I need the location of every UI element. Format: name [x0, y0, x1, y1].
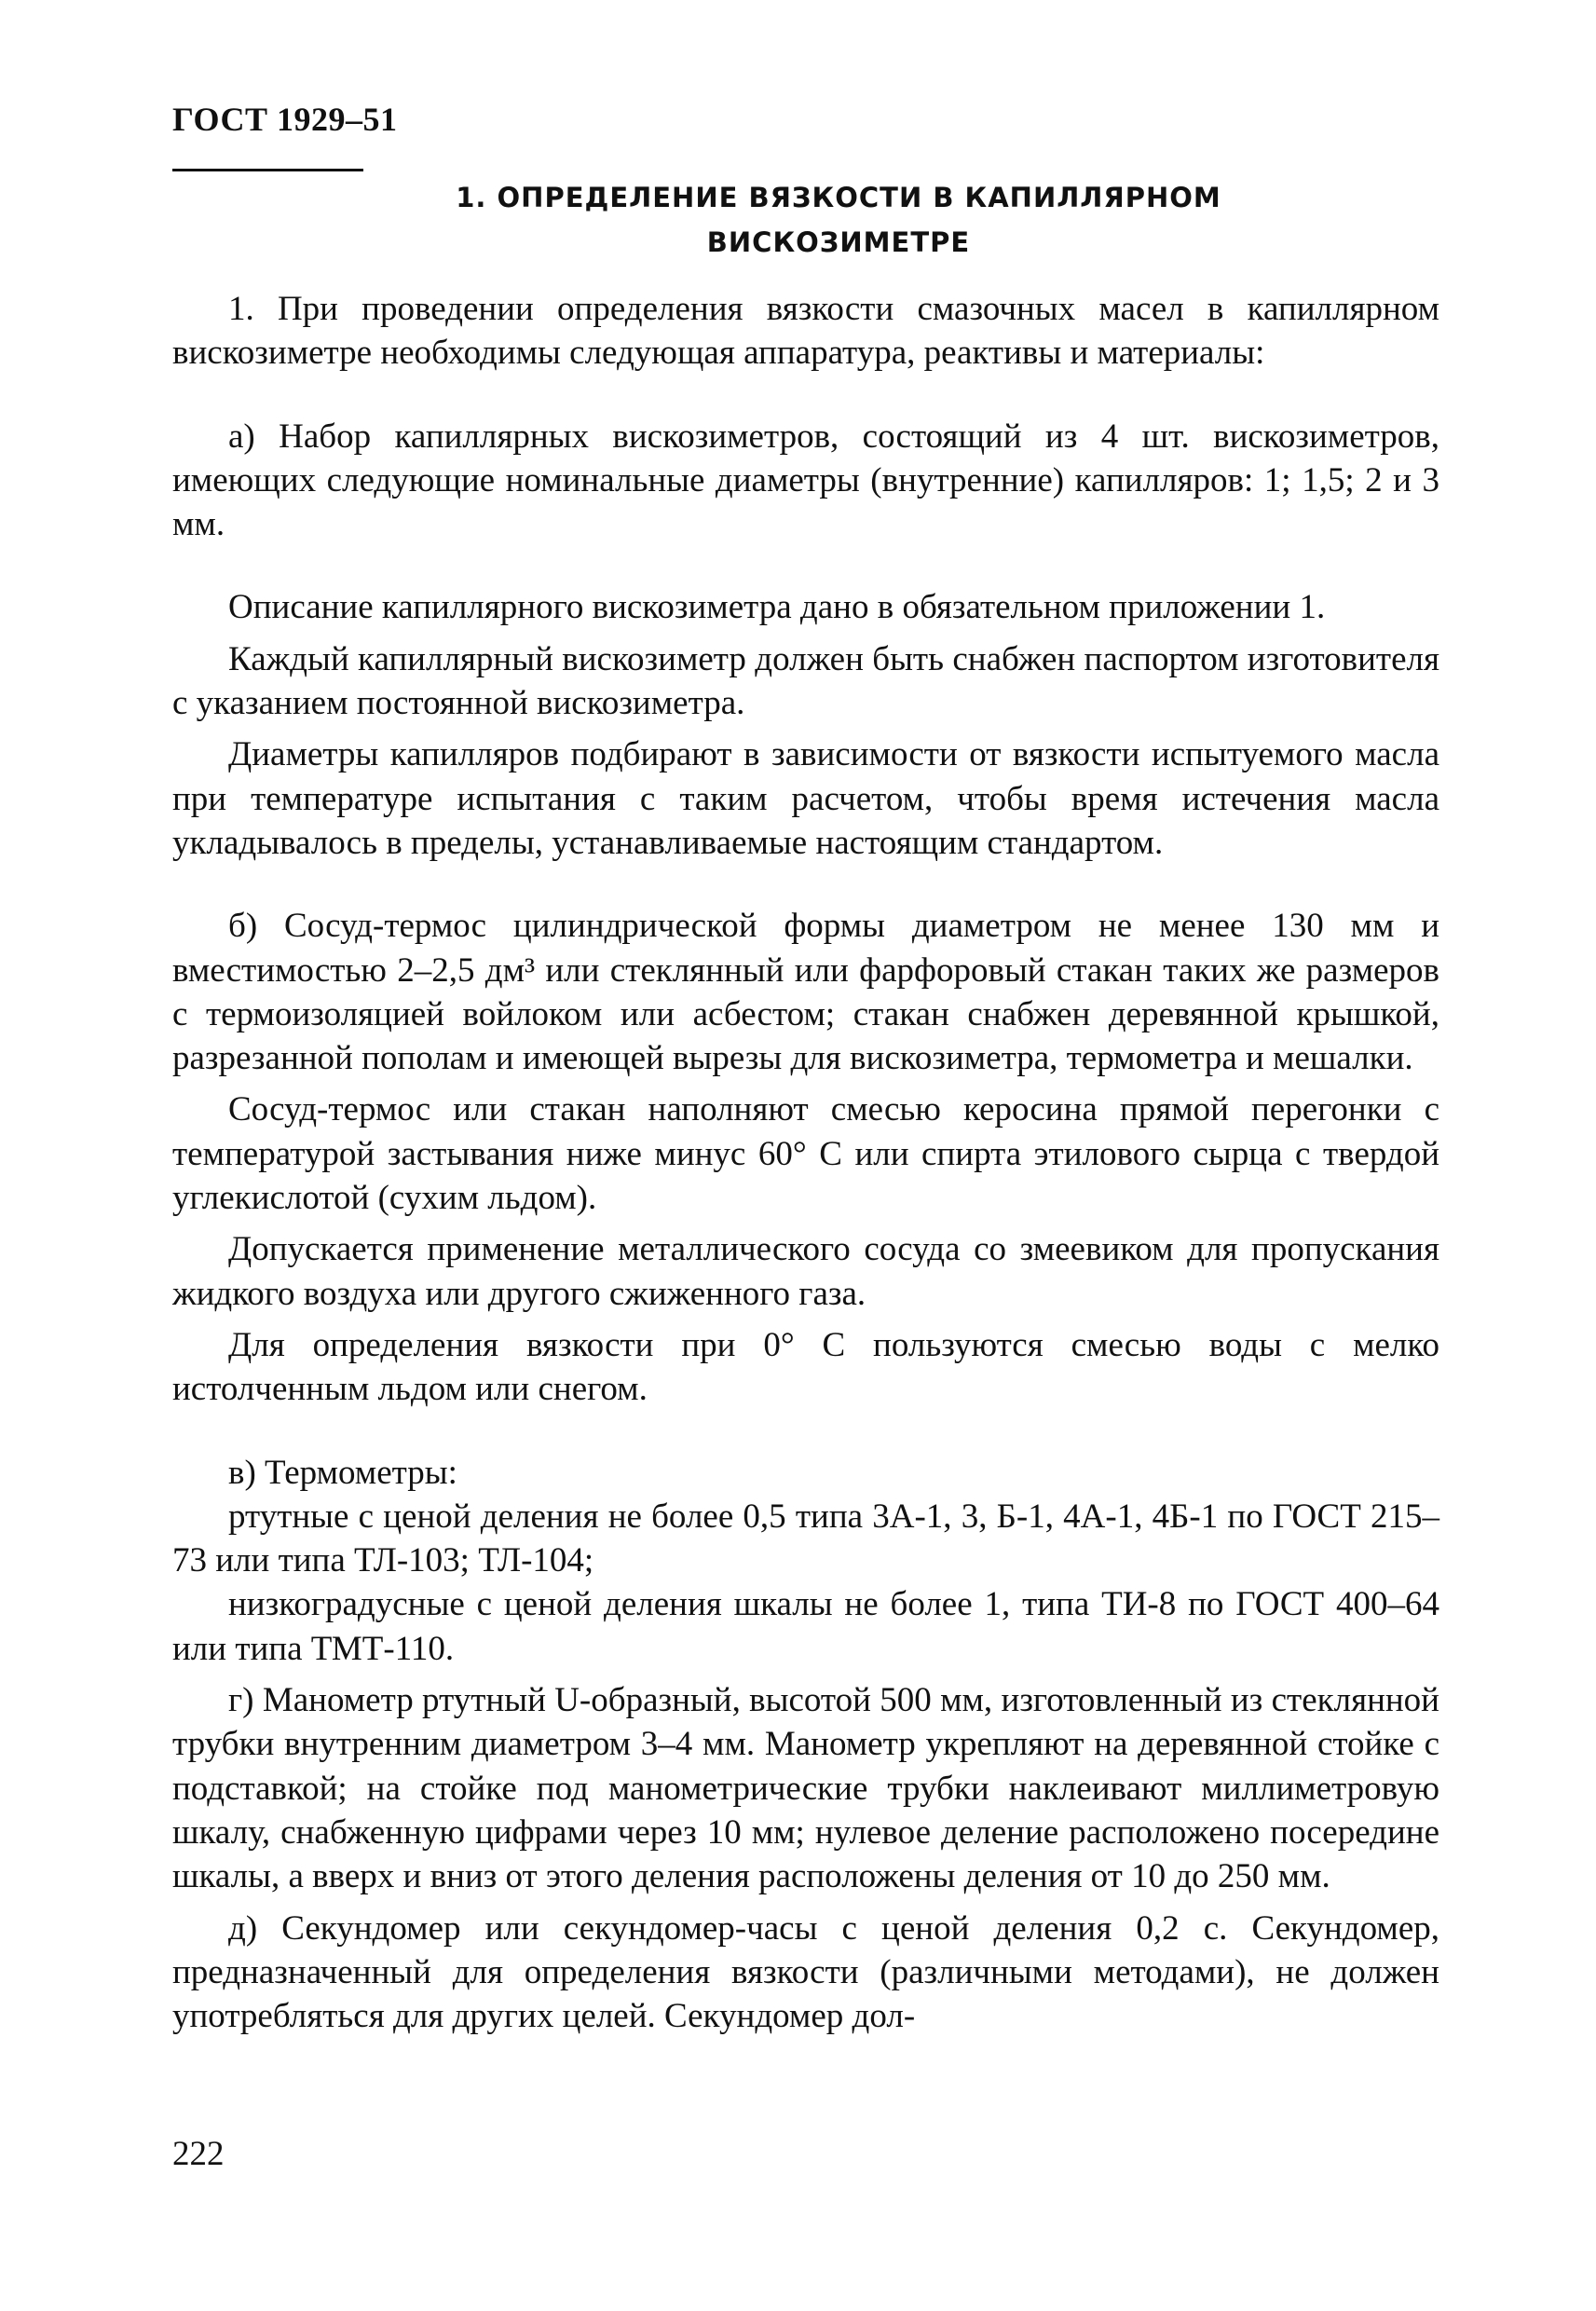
paragraph-passport: Каждый капиллярный вискозиметр должен быть снабжен паспортом изготовителя с указанием постоянной вискозиметра.	[172, 639, 1439, 723]
paragraph-1: 1. При проведении определения вязкости смазочных масел в капиллярном вискозиметре необходимы следующая аппаратура, реактивы и материалы:	[172, 290, 1439, 373]
paragraph-item-b: б) Сосуд-термос цилиндрической формы диаметром не менее 130 мм и вместимостью 2–2,5 дм³ или стеклянный или фарфоровый стакан таких же размеров с термоизоляцией войлоком или асбестом; стакан снабжен деревянной крышкой, разрезанной пополам и имеющей вырезы для вискозиметра, термометра и мешалки.	[172, 907, 1439, 1078]
paragraph-mercury-thermometers: ртутные с ценой деления не более 0,5 типа 3А-1, 3, Б-1, 4А-1, 4Б-1 по ГОСТ 215–73 или типа ТЛ-103; ТЛ-104;	[172, 1497, 1439, 1580]
paragraph-item-d: д) Секундомер или секундомер-часы с ценой деления 0,2 с. Секундомер, предназначенный для определения вязкости (различными методами), не должен употребляться для других целей. Секундомер дол-	[172, 1908, 1439, 2036]
paragraph-zero-degree: Для определения вязкости при 0° С пользуются смесью воды с мелко истолченным льдом или снегом.	[172, 1325, 1439, 1409]
paragraph-low-temp-thermometers: низкоградусные с ценой деления шкалы не более 1, типа ТИ-8 по ГОСТ 400–64 или типа ТМТ-110.	[172, 1585, 1439, 1668]
page-number: 222	[172, 2135, 225, 2173]
section-title-line-2: ВИСКОЗИМЕТРЕ	[706, 226, 971, 258]
paragraph-item-a: а) Набор капиллярных вискозиметров, состоящий из 4 шт. вискозиметров, имеющих следующие номинальные диаметры (внутренние) капилляров: 1; 1,5; 2 и 3 мм.	[172, 417, 1439, 544]
body-text	[172, 287, 1439, 2038]
header-rule	[172, 169, 363, 171]
paragraph-item-v: в) Термометры:	[228, 1453, 457, 1492]
paragraph-metal-vessel: Допускается применение металлического сосуда со змеевиком для пропускания жидкого воздуха или другого сжиженного газа.	[172, 1230, 1439, 1313]
section-title	[172, 175, 1439, 265]
paragraph-cooling-mixture: Сосуд-термос или стакан наполняют смесью керосина прямой перегонки с температурой застывания ниже минус 60° С или спирта этилового сырца с твердой углекислотой (сухим льдом).	[172, 1090, 1439, 1218]
standard-code-header: ГОСТ 1929–51	[172, 101, 398, 138]
paragraph-item-g: г) Манометр ртутный U-образный, высотой 500 мм, изготовленный из стеклянной трубки внутренним диаметром 3–4 мм. Манометр укрепляют на деревянной стойке с подставкой; на стойке под манометрические трубки наклеивают миллиметровую шкалу, снабженную цифрами через 10 мм; нулевое деление расположено посередине шкалы, а вверх и вниз от этого деления расположены деления от 10 до 250 мм.	[172, 1681, 1439, 1896]
paragraph-capillary-diameters: Диаметры капилляров подбирают в зависимости от вязкости испытуемого масла при температуре испытания с таким расчетом, чтобы время истечения масла укладывалось в пределы, устанавливаемые настоящим стандартом.	[172, 735, 1439, 862]
document-page	[172, 103, 1439, 2264]
paragraph-description-ref: Описание капиллярного вискозиметра дано в обязательном приложении 1.	[228, 588, 1326, 627]
section-title-line-1: 1. ОПРЕДЕЛЕНИЕ ВЯЗКОСТИ В КАПИЛЛЯРНОМ	[456, 182, 1221, 213]
